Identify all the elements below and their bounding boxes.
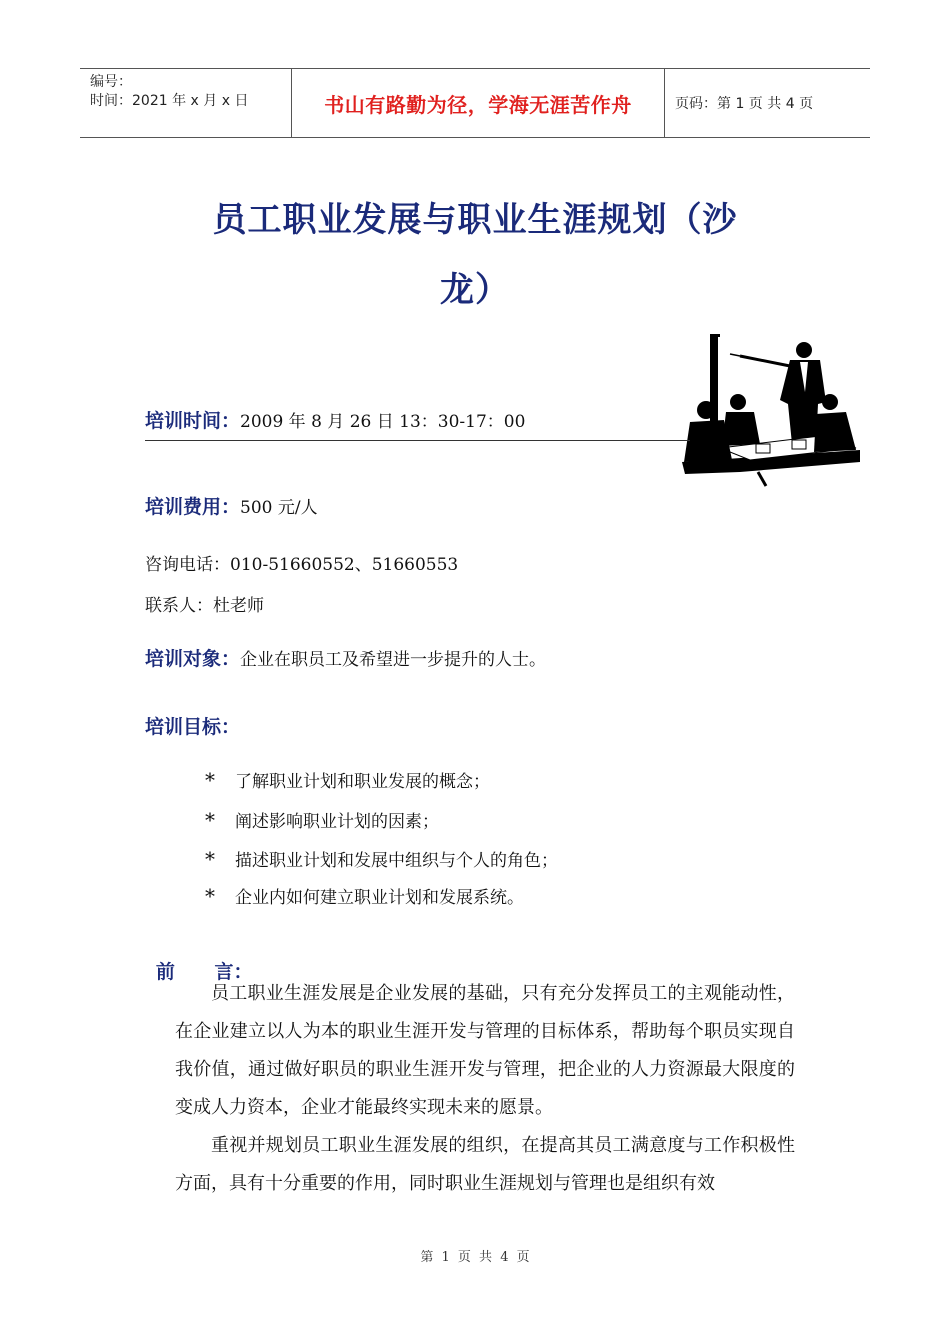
star-bullet-icon: * [205, 808, 215, 832]
training-fee-label: 培训费用： [145, 496, 241, 518]
preface-paragraph-2: 重视并规划员工职业生涯发展的组织，在提高其员工满意度与工作积极性方面，具有十分重要的作用，同时职业生涯规划与管理也是组织有效 [175, 1135, 795, 1194]
training-goals-label: 培训目标： [145, 716, 241, 738]
header-page-number: 页码：第 1 页 共 4 页 [675, 96, 814, 112]
training-time [145, 406, 525, 433]
contact-person-label: 联系人： [145, 596, 213, 616]
consult-phone [145, 550, 458, 575]
header-time: 时间：2021 年 x 月 x 日 [90, 93, 249, 109]
goal-item [205, 767, 490, 792]
consult-phone-label: 咨询电话： [145, 555, 230, 575]
training-fee-value: 500 元/人 [240, 498, 318, 518]
preface-label: 前 言： [155, 961, 253, 983]
document-title-line1: 员工职业发展与职业生涯规划（沙 [212, 200, 738, 240]
star-bullet-icon: * [205, 768, 215, 792]
goal-text: 了解职业计划和职业发展的概念； [235, 772, 490, 792]
meeting-presentation-clipart [680, 332, 862, 487]
document-header [80, 68, 870, 138]
document-title-line2: 龙） [440, 270, 510, 310]
header-motto: 书山有路勤为径，学海无涯苦作舟 [291, 69, 665, 137]
training-time-value: 2009 年 8 月 26 日 13：30-17：00 [240, 412, 526, 432]
consult-phone-value: 010-51660552、51660553 [230, 555, 459, 575]
contact-person-value: 杜老师 [213, 596, 264, 616]
training-target-value: 企业在职员工及希望进一步提升的人士。 [240, 650, 547, 670]
star-bullet-icon: * [205, 884, 215, 908]
goal-item [205, 846, 558, 871]
divider-line [145, 440, 690, 441]
goal-text: 阐述影响职业计划的因素； [235, 812, 439, 832]
page-footer: 第 1 页 共 4 页 [420, 1250, 530, 1265]
goal-text: 描述职业计划和发展中组织与个人的角色； [235, 851, 558, 871]
training-goals-heading [145, 712, 240, 739]
star-bullet-icon: * [205, 847, 215, 871]
training-target [145, 644, 546, 671]
training-target-label: 培训对象： [145, 648, 241, 670]
header-meta [80, 69, 291, 137]
header-number: 编号： [90, 74, 132, 90]
preface-paragraph-1: 员工职业生涯发展是企业发展的基础，只有充分发挥员工的主观能动性，在企业建立以人为本的职业生涯开发与管理的目标体系，帮助每个职员实现自我价值，通过做好职员的职业生涯开发与管理，把企业的人力资源最大限度的变成人力资本，企业才能最终实现未来的愿景。 [175, 983, 795, 1118]
goal-text: 企业内如何建立职业计划和发展系统。 [235, 888, 524, 908]
goal-item [205, 807, 439, 832]
training-time-label: 培训时间： [145, 410, 241, 432]
training-fee [145, 492, 318, 519]
contact-person [145, 591, 264, 616]
goal-item [205, 883, 524, 908]
